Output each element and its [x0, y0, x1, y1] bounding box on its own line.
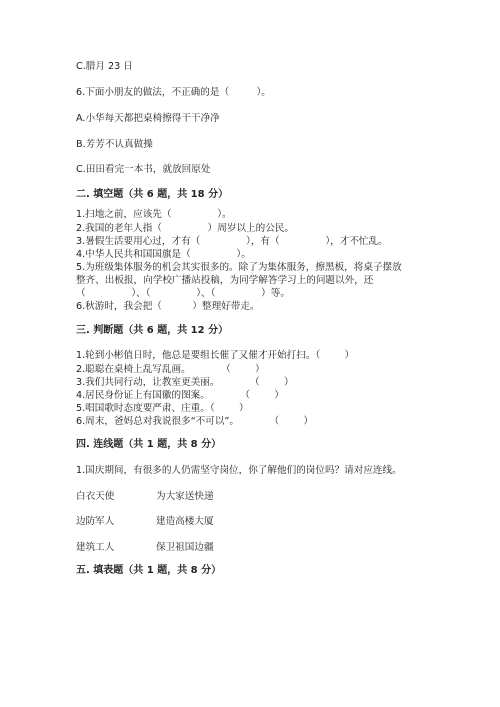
fill-blank-item-6: 6.秋游时，我会把（ ）整理好带走。	[76, 301, 260, 312]
section-heading-fill-blank: 二. 填空题（共 6 题，共 18 分）	[76, 189, 229, 200]
matching-right-1: 为大家送快递	[156, 491, 214, 502]
fill-blank-item-5-line-2: 整齐、出板报，向学校广播站投稿，为同学解答学习上的问题以外，还	[76, 275, 374, 286]
q6-option-a: A.小华每天都把桌椅擦得干干净净	[76, 113, 220, 124]
true-false-item-6: 6.周末，爸妈总对我说很多“不可以”。 （ ）	[76, 416, 314, 427]
fill-blank-item-2: 2.我国的老年人指（ ）周岁以上的公民。	[76, 223, 294, 234]
q5-option-c: C.腊月 23 日	[76, 61, 133, 72]
fill-blank-item-3: 3.暑假生活要用心过，才有（ ），有（ ），才不忙乱。	[76, 236, 388, 247]
q6-option-b: B.芳芳不认真做操	[76, 139, 153, 150]
section-heading-matching: 四. 连线题（共 1 题，共 8 分）	[76, 439, 222, 450]
section-heading-table: 五. 填表题（共 1 题，共 8 分）	[76, 565, 222, 576]
fill-blank-item-4: 4.中华人民共和国国旗是（ ）。	[76, 249, 251, 260]
matching-right-3: 保卫祖国边疆	[156, 542, 214, 553]
true-false-item-2: 2.聪聪在桌椅上乱写乱画。 （ ）	[76, 364, 265, 375]
matching-left-1: 白衣天使	[76, 491, 115, 502]
matching-left-3: 建筑工人	[76, 542, 115, 553]
matching-right-2: 建造高楼大厦	[156, 516, 214, 527]
matching-question: 1.国庆期间，有很多的人仍需坚守岗位，你了解他们的岗位吗？请对应连线。	[76, 465, 402, 476]
section-heading-true-false: 三. 判断题（共 6 题，共 12 分）	[76, 325, 229, 336]
true-false-item-3: 3.我们共同行动，让教室更美丽。 （ ）	[76, 377, 294, 388]
fill-blank-item-1: 1.扫地之前，应该先（ ）。	[76, 209, 232, 220]
matching-left-2: 边防军人	[76, 516, 115, 527]
q6-stem: 6.下面小朋友的做法，不正确的是（ ）。	[76, 87, 271, 98]
q6-option-c: C.田田看完一本书，就放回原处	[76, 164, 211, 175]
fill-blank-item-5-line-1: 5.为班级集体服务的机会其实很多的。除了为集体服务，擦黑板，将桌子摆放	[76, 262, 402, 273]
true-false-item-1: 1.轮到小彬值日时，他总是要组长催了又催才开始打扫。（ ）	[76, 350, 355, 361]
fill-blank-item-5-line-3: （ ）、（ ）、（ ）等。	[76, 288, 290, 299]
true-false-item-5: 5.唱国歌时态度要严肃、庄重。（ ）	[76, 403, 249, 414]
true-false-item-4: 4.居民身份证上有国徽的图案。 （ ）	[76, 390, 284, 401]
